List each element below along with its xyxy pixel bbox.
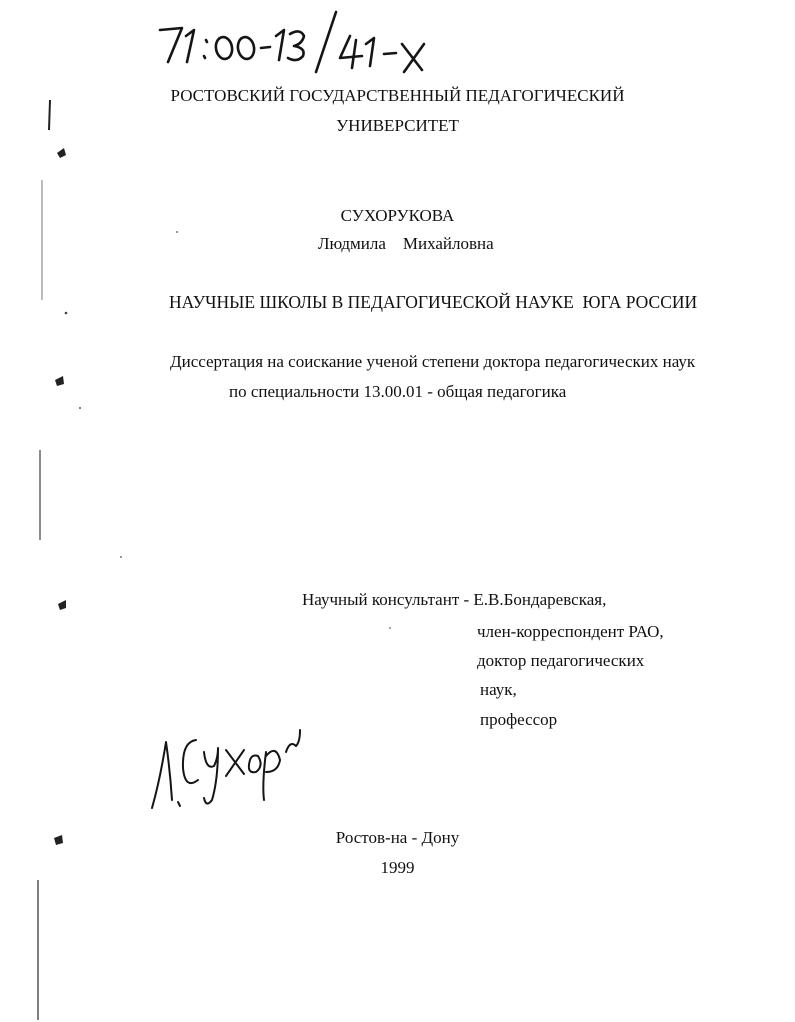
dissertation-line-2: по специальности 13.00.01 - общая педагогика <box>229 382 567 401</box>
dissertation-title: НАУЧНЫЕ ШКОЛЫ В ПЕДАГОГИЧЕСКОЙ НАУКЕ ЮГА РОССИИ <box>169 292 698 312</box>
year: 1999 <box>380 858 415 877</box>
author-given-names: Людмила Михайловна <box>318 234 494 253</box>
university-line-2: УНИВЕРСИТЕТ <box>336 116 459 135</box>
consultant-line-5: профессор <box>480 710 558 729</box>
place: Ростов-на - Дону <box>335 828 460 847</box>
consultant-line-4: наук, <box>480 680 517 699</box>
dissertation-line-1: Диссертация на соискание ученой степени доктора педагогических наук <box>170 352 696 371</box>
consultant-line-2: член-корреспондент РАО, <box>477 622 664 641</box>
consultant-line-3: доктор педагогических <box>477 651 645 670</box>
university-line-1: РОСТОВСКИЙ ГОСУДАРСТВЕННЫЙ ПЕДАГОГИЧЕСКИЙ <box>170 86 625 105</box>
author-surname: СУХОРУКОВА <box>340 206 455 225</box>
consultant-line-1: Научный консультант - Е.В.Бондаревская, <box>302 590 607 609</box>
